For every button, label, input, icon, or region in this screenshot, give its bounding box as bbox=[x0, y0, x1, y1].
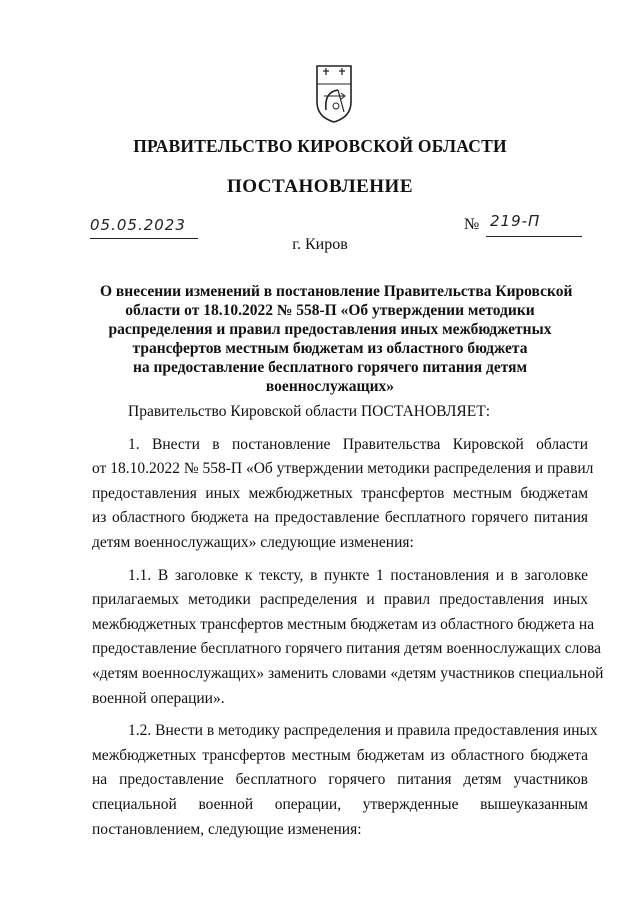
paragraph-1-line: от 18.10.2022 № 558-П «Об утверждении методики распределения и правил bbox=[92, 460, 594, 478]
paragraph-1-1-line: предоставление бесплатного горячего питания детям военнослужащих слова bbox=[92, 640, 602, 658]
title-line: О внесении изменений в постановление Правительства Кировской bbox=[100, 283, 573, 300]
paragraph-1-1-line: военной операции». bbox=[92, 689, 225, 707]
document-number-field bbox=[486, 212, 582, 237]
paragraph-1-2-line: постановлением, следующие изменения: bbox=[92, 820, 362, 838]
document-title bbox=[100, 282, 573, 396]
title-line: распределения и правил предоставления иных межбюджетных bbox=[108, 321, 552, 338]
document-number-label: № bbox=[464, 216, 480, 233]
paragraph-1-1-line: межбюджетных трансфертов местным бюджетам из областного бюджета на bbox=[92, 615, 595, 633]
paragraph-1-1-line: прилагаемых методики распределения и правил предоставления иных bbox=[92, 591, 588, 609]
paragraph-1-line: 1. Внести в постановление Правительства Кировской области bbox=[128, 435, 588, 453]
organization-name: ПРАВИТЕЛЬСТВО КИРОВСКОЙ ОБЛАСТИ bbox=[133, 136, 507, 156]
paragraph-1-2-line: межбюджетных трансфертов местным бюджетам из областного бюджета bbox=[92, 746, 588, 764]
title-line: области от 18.10.2022 № 558-П «Об утверждении методики bbox=[125, 302, 535, 319]
paragraph-1-line: предоставления иных межбюджетных трансфертов местным бюджетам bbox=[92, 484, 588, 502]
title-line: трансфертов местным бюджетам из областного бюджета bbox=[132, 340, 528, 357]
intro-line: Правительство Кировской области ПОСТАНОВЛЯЕТ: bbox=[128, 403, 491, 420]
paragraph-1-1-line: 1.1. В заголовке к тексту, в пункте 1 постановления и в заголовке bbox=[128, 566, 588, 584]
document-number: 219-П bbox=[490, 212, 541, 230]
paragraph-1-line: из областного бюджета на предоставление бесплатного горячего питания bbox=[92, 509, 588, 527]
document-date: 05.05.2023 bbox=[90, 216, 186, 234]
document-body bbox=[92, 400, 604, 842]
paragraph-1-line: детям военнослужащих» следующие изменения: bbox=[92, 533, 414, 551]
paragraph-1-2-line: специальной военной операции, утвержденные вышеуказанным bbox=[92, 795, 588, 813]
paragraph-1-2-line: 1.2. Внести в методику распределения и правила предоставления иных bbox=[128, 722, 598, 740]
paragraph-1-2-line: на предоставление бесплатного горячего питания детям участников bbox=[92, 771, 588, 789]
document-type: ПОСТАНОВЛЕНИЕ bbox=[226, 176, 414, 197]
title-line: на предоставление бесплатного горячего питания детям bbox=[132, 359, 528, 376]
kirov-coat-of-arms-icon bbox=[314, 62, 354, 124]
title-line: военнослужащих» bbox=[265, 378, 395, 395]
document-city: г. Киров bbox=[292, 236, 348, 253]
paragraph-1-1-line: «детям военнослужащих» заменить словами «детям участников специальной bbox=[92, 664, 604, 682]
